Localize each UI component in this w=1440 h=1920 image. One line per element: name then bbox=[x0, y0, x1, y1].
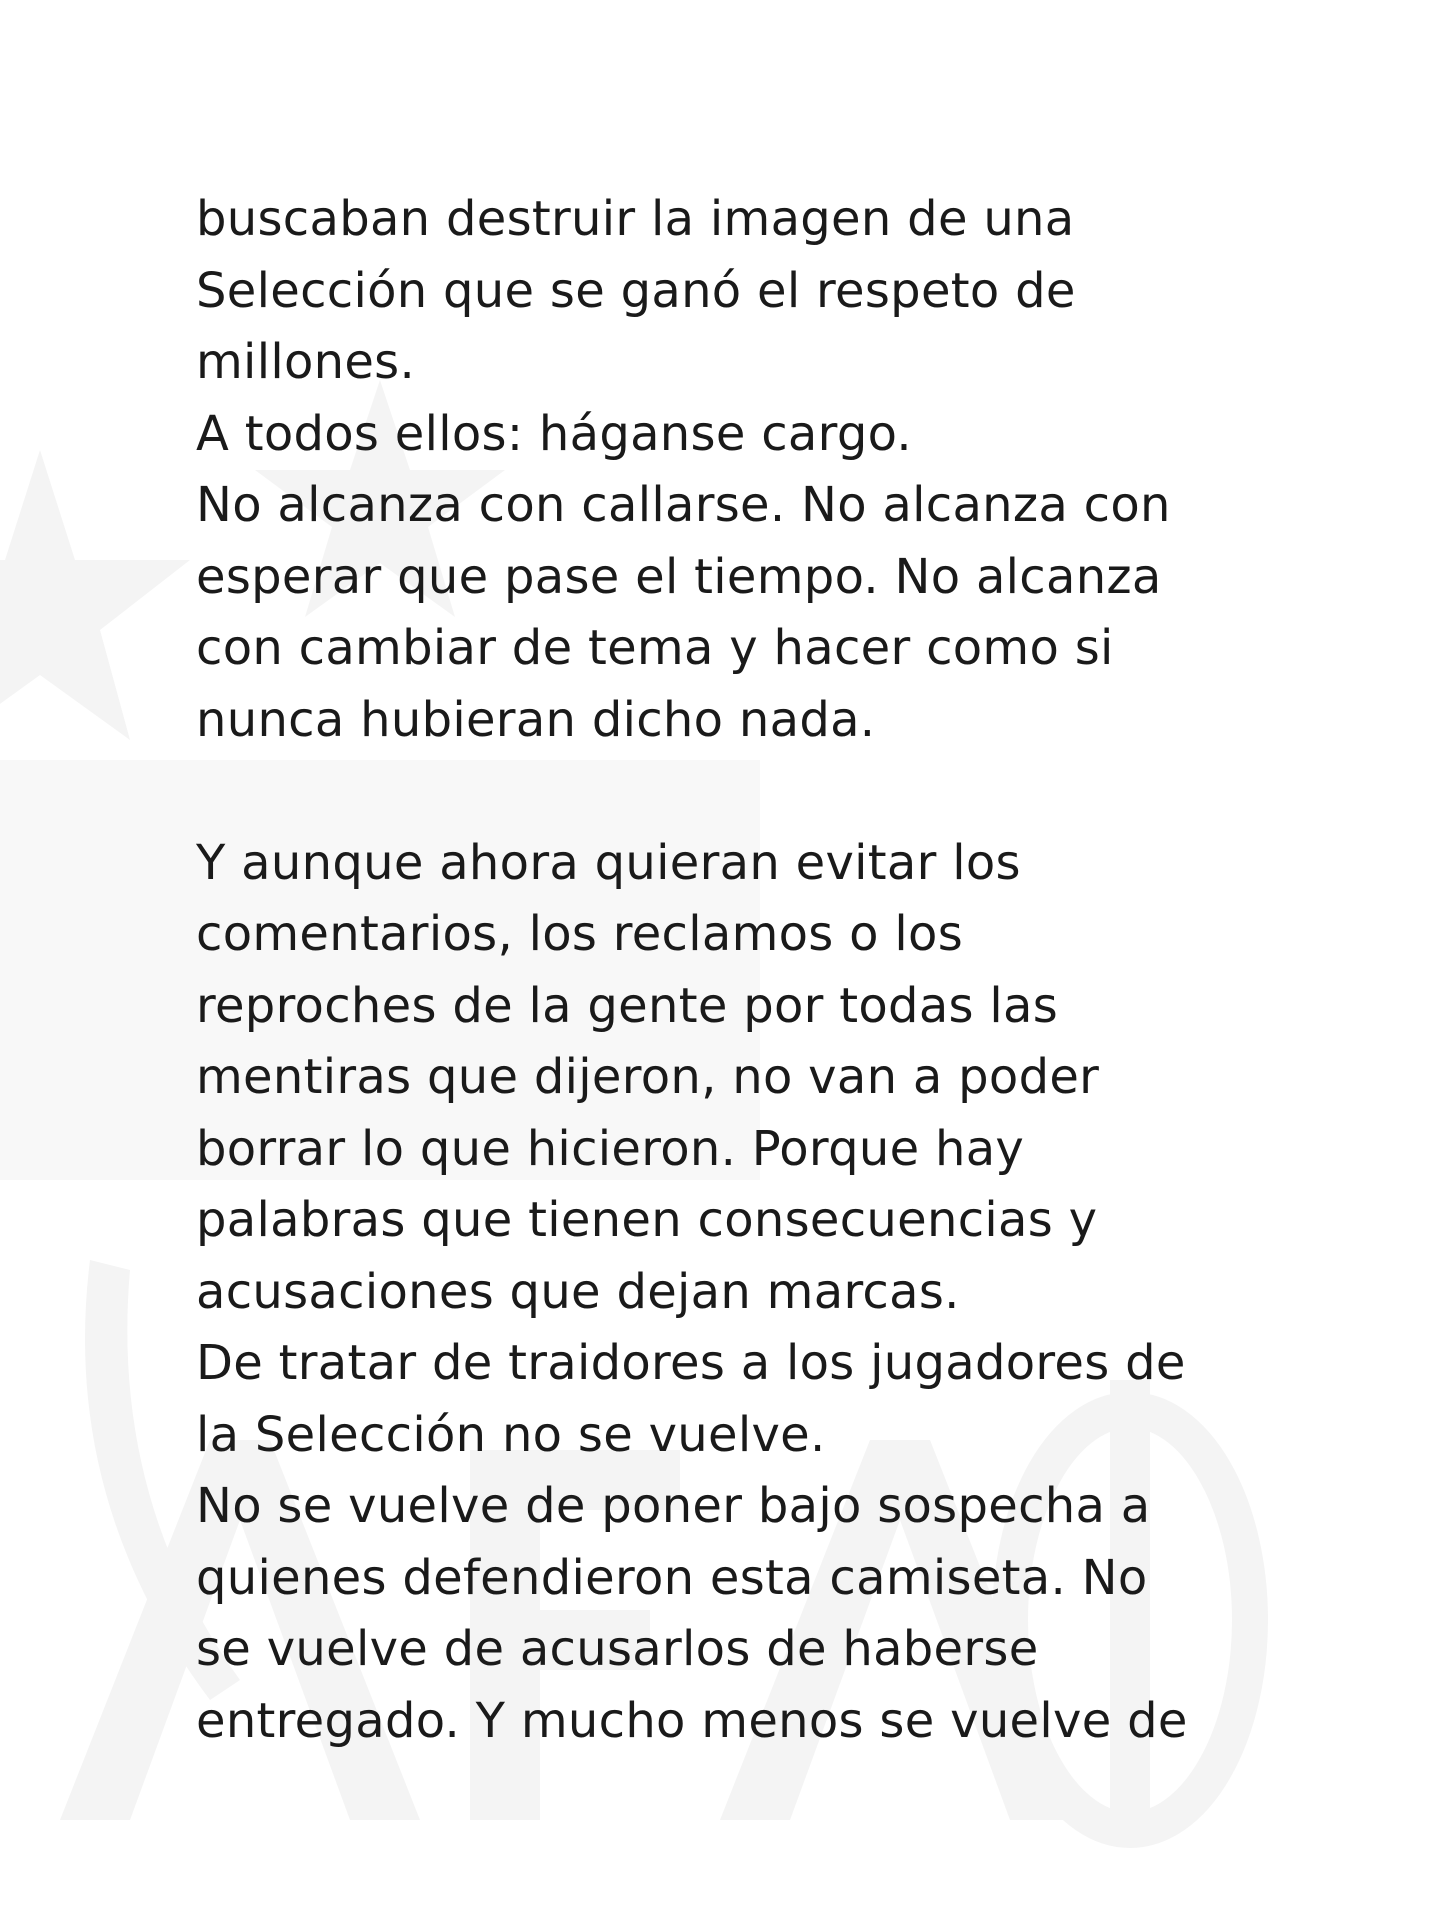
text-line: reproches de la gente por todas las bbox=[196, 977, 1059, 1034]
text-line: con cambiar de tema y hacer como si bbox=[196, 620, 1114, 676]
text-line: buscaban destruir la imagen de una bbox=[196, 191, 1075, 247]
text-line: borrar lo que hicieron. Porque hay bbox=[196, 1120, 1025, 1177]
text-line: No se vuelve de poner bajo sospecha a bbox=[196, 1478, 1151, 1534]
text-line: entregado. Y mucho menos se vuelve de bbox=[196, 1692, 1188, 1749]
text-line: millones. bbox=[196, 334, 416, 390]
text-line: A todos ellos: háganse cargo. bbox=[196, 405, 912, 462]
text-line: quienes defendieron esta camiseta. No bbox=[196, 1549, 1148, 1606]
text-line: Selección que se ganó el respeto de bbox=[196, 262, 1076, 319]
body-text bbox=[196, 184, 1326, 1757]
text-line: comentarios, los reclamos o los bbox=[196, 906, 964, 962]
paragraph-2 bbox=[196, 828, 1326, 1758]
text-line: nunca hubieran dicho nada. bbox=[196, 691, 876, 748]
text-line: se vuelve de acusarlos de haberse bbox=[196, 1621, 1039, 1677]
watermark-star-left bbox=[0, 450, 190, 740]
text-line: Y aunque ahora quieran evitar los bbox=[196, 834, 1021, 891]
text-line: mentiras que dijeron, no van a poder bbox=[196, 1049, 1100, 1105]
text-line: De tratar de traidores a los jugadores de bbox=[196, 1335, 1186, 1391]
paragraph-spacer bbox=[196, 756, 1326, 828]
paragraph-1 bbox=[196, 184, 1326, 756]
text-line: acusaciones que dejan marcas. bbox=[196, 1263, 960, 1320]
text-line: la Selección no se vuelve. bbox=[196, 1406, 826, 1463]
text-line: No alcanza con callarse. No alcanza con bbox=[196, 477, 1171, 533]
text-line: esperar que pase el tiempo. No alcanza bbox=[196, 548, 1162, 605]
text-line: palabras que tienen consecuencias y bbox=[196, 1192, 1098, 1248]
